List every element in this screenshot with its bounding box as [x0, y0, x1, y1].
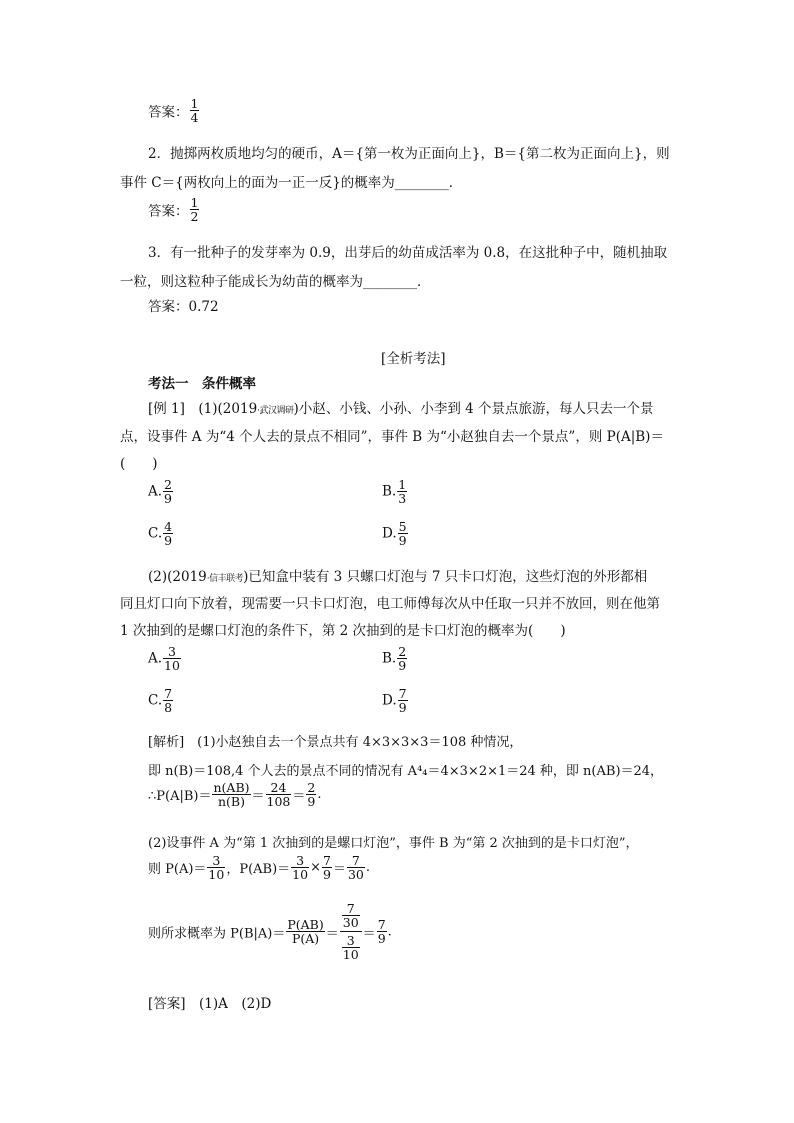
question-2-line-2: 事件 C＝{两枚向上的面为一正一反}的概率为________． [120, 175, 463, 191]
option-c: C. $\frac{4}{9}$ [148, 519, 173, 549]
fraction: $\frac{1}{2}$ [190, 195, 199, 225]
example-1-part-1-line-3: ( ) [120, 456, 158, 472]
answer-label: 答案： [148, 203, 189, 220]
option-a: A. $\frac{2}{9}$ [148, 477, 172, 507]
fraction: $\frac{2}{9}$ [307, 780, 316, 810]
solution-line-1: [解析] (1)小赵独自去一个景点共有 4×3×3×3＝108 种情况， [148, 735, 523, 750]
fraction: $\frac{n(AB)}{n(B)}$ [213, 780, 250, 810]
answer-label: 答案： [148, 104, 189, 121]
fraction: $\frac{P(AB)}{P(A)}$ [287, 917, 324, 947]
fraction: $\frac{24}{108}$ [266, 780, 291, 810]
source-note: ·信丰联考 [206, 574, 244, 584]
example-1-part-2-line-2: 同且灯口向下放着，现需要一只卡口灯泡，电工师傅每次从中任取一只并不放回，则在他第 [120, 596, 660, 612]
answer-1 [148, 97, 200, 124]
fraction: $\frac{5}{9}$ [398, 519, 407, 549]
fraction: $\frac{2}{9}$ [398, 644, 407, 674]
answer-2 [148, 196, 200, 223]
solution-line-6: 则所求概率为 P(B|A)＝ $\frac{P(AB)}{P(A)}$ ＝ $\frac{\frac{7}{30}}{\frac{3}{10}}$ ＝ $\frac{7}{9}$ . [148, 901, 392, 963]
option-d: D. $\frac{7}{9}$ [382, 686, 407, 716]
solution-line-2: 即 n(B)＝108,4 个人去的景点不同的情况有 A⁴₄＝4×3×2×1＝24 种，即 n(AB)＝24， [148, 764, 664, 779]
example-1-part-2-line-3: 1 次抽到的是螺口灯泡的条件下，第 2 次抽到的是卡口灯泡的概率为( ) [120, 623, 566, 639]
fraction: $\frac{4}{9}$ [164, 519, 173, 549]
fraction: $\frac{7}{9}$ [398, 686, 407, 716]
fraction: $\frac{7}{30}$ [342, 901, 359, 931]
fraction: $\frac{1}{4}$ [190, 96, 199, 126]
final-answer: [答案] (1)A (2)D [148, 996, 272, 1012]
example-1-part-1-line-2: 点，设事件 A 为“4 个人去的景点不相同”，事件 B 为“小赵独自去一个景点”，则 P(A|B)＝ [120, 429, 664, 445]
example-1-part-1-line-1: [例 1] (1)(2019·武汉调研)小赵、小钱、小孙、小李到 4 个景点旅游，每人只去一个景 [148, 401, 654, 417]
fraction: $\frac{7}{30}$ [347, 853, 364, 883]
solution-line-4: (2)设事件 A 为“第 1 次抽到的是螺口灯泡”，事件 B 为“第 2 次抽到的是卡口灯泡”， [148, 836, 639, 851]
section-title: [全析考法] [381, 351, 446, 367]
example-1-part-2-line-1: (2)(2019·信丰联考)已知盒中装有 3 只螺口灯泡与 7 只卡口灯泡，这些灯泡的外形都相 [148, 569, 648, 585]
option-b: B. $\frac{1}{3}$ [382, 477, 407, 507]
method-title: 考法一 条件概率 [148, 376, 256, 392]
fraction: $\frac{3}{10}$ [342, 933, 359, 963]
fraction: $\frac{7}{8}$ [164, 686, 173, 716]
answer-3: 答案：0.72 [148, 299, 219, 315]
option-b: B. $\frac{2}{9}$ [382, 644, 407, 674]
solution-line-3: ∴P(A|B)＝ $\frac{n(AB)}{n(B)}$ ＝ $\frac{24}{108}$ ＝ $\frac{2}{9}$ . [148, 780, 322, 810]
fraction: $\frac{3}{10}$ [208, 853, 225, 883]
compound-fraction [340, 902, 362, 962]
fraction: $\frac{7}{9}$ [322, 853, 331, 883]
source-note: ·武汉调研 [257, 406, 294, 416]
question-2-line-1: 2．抛掷两枚质地均匀的硬币，A＝{第一枚为正面向上}，B＝{第二枚为正面向上}，则 [148, 146, 670, 162]
fraction: $\frac{1}{3}$ [398, 477, 407, 507]
question-3-line-2: 一粒，则这粒种子能成长为幼苗的概率为________． [120, 274, 431, 290]
option-c: C. $\frac{7}{8}$ [148, 686, 173, 716]
question-3-line-1: 3．有一批种子的发芽率为 0.9，出芽后的幼苗成活率为 0.8，在这批种子中，随机抽取 [148, 245, 668, 261]
fraction: $\frac{2}{9}$ [164, 477, 172, 507]
fraction: $\frac{3}{10}$ [164, 644, 180, 674]
fraction: $\frac{3}{10}$ [292, 853, 309, 883]
fraction: $\frac{7}{9}$ [377, 917, 386, 947]
option-d: D. $\frac{5}{9}$ [382, 519, 407, 549]
solution-line-5: 则 P(A)＝ $\frac{3}{10}$ ，P(AB)＝ $\frac{3}{10}$ × $\frac{7}{9}$ ＝ $\frac{7}{30}$ . [148, 853, 370, 883]
option-a: A. $\frac{3}{10}$ [148, 644, 180, 674]
